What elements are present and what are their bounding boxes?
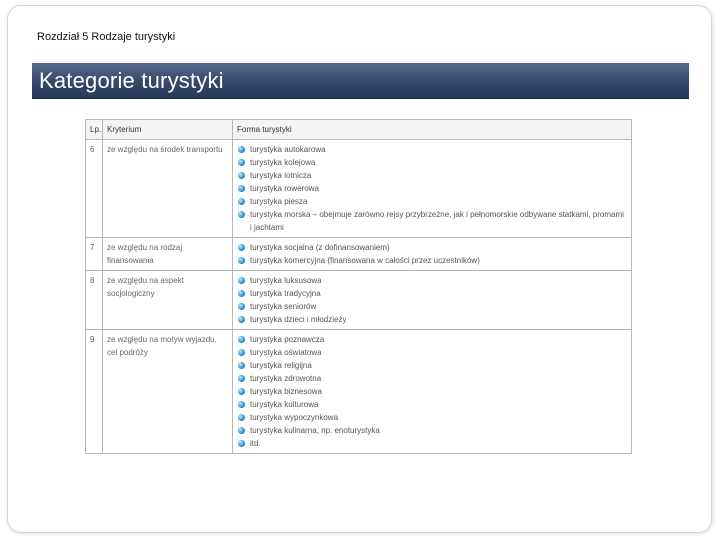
form-label: turystyka poznawcza [250,335,325,344]
bullet-icon [238,375,245,382]
list-item [237,313,627,326]
list-item [237,195,627,208]
table-row [86,140,632,238]
form-label: turystyka kolejowa [250,158,316,167]
form-label: turystyka dzieci i młodzieży [250,315,347,324]
header-lp: Lp. [86,120,103,140]
list-item [237,424,627,437]
form-label: turystyka seniorów [250,302,317,311]
bullet-icon [238,277,245,284]
row-criterion: ze względu na aspekt socjologiczny [103,271,233,330]
bullet-icon [238,244,245,251]
title-bar [32,63,689,99]
form-label: turystyka kulinarna, np. enoturystyka [250,426,380,435]
list-item [237,359,627,372]
list-item [237,254,627,267]
bullet-icon [238,316,245,323]
list-item [237,333,627,346]
bullet-icon [238,427,245,434]
table-body [86,140,632,454]
bullet-icon [238,172,245,179]
list-item [237,241,627,254]
list-item [237,398,627,411]
form-label: turystyka socjalna (z dofinansowaniem) [250,243,390,252]
form-label: turystyka biznesowa [250,387,323,396]
form-label: turystyka autokarowa [250,145,326,154]
bullet-icon [238,388,245,395]
list-item [237,208,627,234]
table-header-row [86,120,632,140]
list-item [237,156,627,169]
bullet-icon [238,185,245,192]
form-label: turystyka kulturowa [250,400,319,409]
bullet-icon [238,198,245,205]
list-item [237,143,627,156]
list-item [237,169,627,182]
bullet-icon [238,146,245,153]
row-criterion: ze względu na środek transportu [103,140,233,238]
list-item [237,437,627,450]
forms-list [237,274,627,326]
list-item [237,346,627,359]
form-label: itd. [250,439,261,448]
bullet-icon [238,303,245,310]
row-criterion: ze względu na motyw wyjazdu, cel podróży [103,330,233,454]
form-label: turystyka morska – obejmuje zarówno rejsy przybrzeżne, jak i pełnomorskie odbywane statkami, promami i jachtami [250,210,624,232]
form-label: turystyka lotnicza [250,171,312,180]
bullet-icon [238,362,245,369]
bullet-icon [238,257,245,264]
row-forms [233,271,632,330]
form-label: turystyka komercyjna (finansowana w całości przez uczestników) [250,256,480,265]
bullet-icon [238,440,245,447]
form-label: turystyka zdrowotna [250,374,322,383]
row-number: 7 [86,238,103,271]
header-form: Forma turystyki [233,120,632,140]
table-row [86,330,632,454]
form-label: turystyka religijna [250,361,312,370]
bullet-icon [238,414,245,421]
slide-title: Kategorie turystyki [39,68,224,93]
forms-list [237,143,627,234]
bullet-icon [238,290,245,297]
row-forms [233,140,632,238]
list-item [237,182,627,195]
bullet-icon [238,159,245,166]
row-criterion: ze względu na rodzaj finansowania [103,238,233,271]
table-row [86,238,632,271]
row-number: 9 [86,330,103,454]
list-item [237,411,627,424]
list-item [237,287,627,300]
forms-list [237,241,627,267]
form-label: turystyka wypoczynkowa [250,413,339,422]
chapter-label: Rozdział 5 Rodzaje turystyki [37,31,176,43]
form-label: turystyka piesza [250,197,308,206]
tourism-categories-table [85,119,632,454]
form-label: turystyka rowerowa [250,184,319,193]
list-item [237,300,627,313]
row-number: 8 [86,271,103,330]
row-forms [233,330,632,454]
bullet-icon [238,401,245,408]
table-row [86,271,632,330]
row-number: 6 [86,140,103,238]
bullet-icon [238,211,245,218]
bullet-icon [238,336,245,343]
form-label: turystyka oświatowa [250,348,322,357]
list-item [237,385,627,398]
header-criterion: Kryterium [103,120,233,140]
form-label: turystyka luksusowa [250,276,322,285]
row-forms [233,238,632,271]
list-item [237,372,627,385]
form-label: turystyka tradycyjna [250,289,321,298]
forms-list [237,333,627,450]
list-item [237,274,627,287]
bullet-icon [238,349,245,356]
